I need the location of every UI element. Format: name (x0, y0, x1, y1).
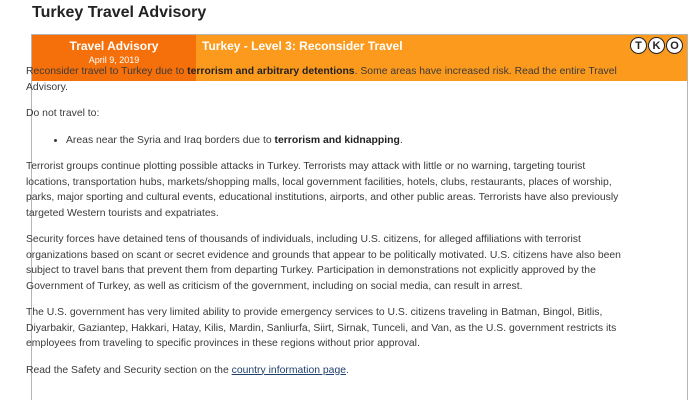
banner-date: April 9, 2019 (88, 55, 140, 65)
read-more-paragraph (26, 363, 626, 379)
kidnapping-badge[interactable]: K (648, 37, 665, 54)
do-not-travel-list (66, 130, 626, 149)
intro-paragraph (26, 64, 626, 95)
other-badge[interactable]: O (666, 37, 683, 54)
banner-label: Travel Advisory (69, 39, 159, 53)
intro-bold: terrorism and arbitrary detentions (187, 66, 355, 77)
government-paragraph: The U.S. government has very limited ability to provide emergency services to U.S. citizens traveling in Batman, Bingol, Bitlis, Diyarbakir, Gaziantep, Hakkari, Hatay, Kilis, Mardin, Sanliurfa, Siirt, Sirnak, Tunceli, and Van, as the U.S. government restricts its employees from traveling to specific provinces in these regions without prior approval. (26, 307, 617, 349)
country-information-link[interactable]: country information page (231, 364, 347, 376)
read-suffix: . (346, 364, 349, 376)
bullet-bold: terrorism and kidnapping (274, 134, 400, 146)
security-paragraph: Security forces have detained tens of thousands of individuals, including U.S. citizens, for alleged affiliations with terrorist organizations based on scant or secret evidence and grounds that appear to be politically motivated. U.S. citizens have also been subject to travel bans that prevent them from departing Turkey. Participation in demonstrations not explicitly approved by the Government of Turkey, as well as criticism of the government, including on social media, can result in arrest. (26, 234, 621, 292)
advisory-level: Turkey - Level 3: Reconsider Travel (202, 39, 403, 53)
intro-suffix: . Some areas have increased risk. Read the entire Travel Advisory. (26, 66, 617, 93)
bullet-prefix: Areas near the Syria and Iraq borders due to (66, 134, 275, 146)
intro-prefix: Reconsider travel to Turkey due to (26, 66, 188, 77)
page-title: Turkey Travel Advisory (32, 4, 207, 21)
terrorism-paragraph: Terrorist groups continue plotting possible attacks in Turkey. Terrorists may attack with little or no warning, targeting tourist locations, transportation hubs, markets/shopping malls, local government facilities, hotels, clubs, restaurants, places of worship, parks, major sporting and cultural events, educational institutions, airports, and other public areas. Terrorists have also previously targeted Western tourists and expatriates. (26, 161, 619, 219)
risk-indicator-badges (630, 35, 687, 81)
do-not-travel-heading: Do not travel to: (26, 108, 100, 119)
list-item (66, 133, 626, 149)
advisory-content (26, 64, 626, 389)
terrorism-badge[interactable]: T (630, 37, 647, 54)
bullet-suffix: . (399, 134, 403, 146)
read-prefix: Read the Safety and Security section on the (26, 364, 232, 376)
